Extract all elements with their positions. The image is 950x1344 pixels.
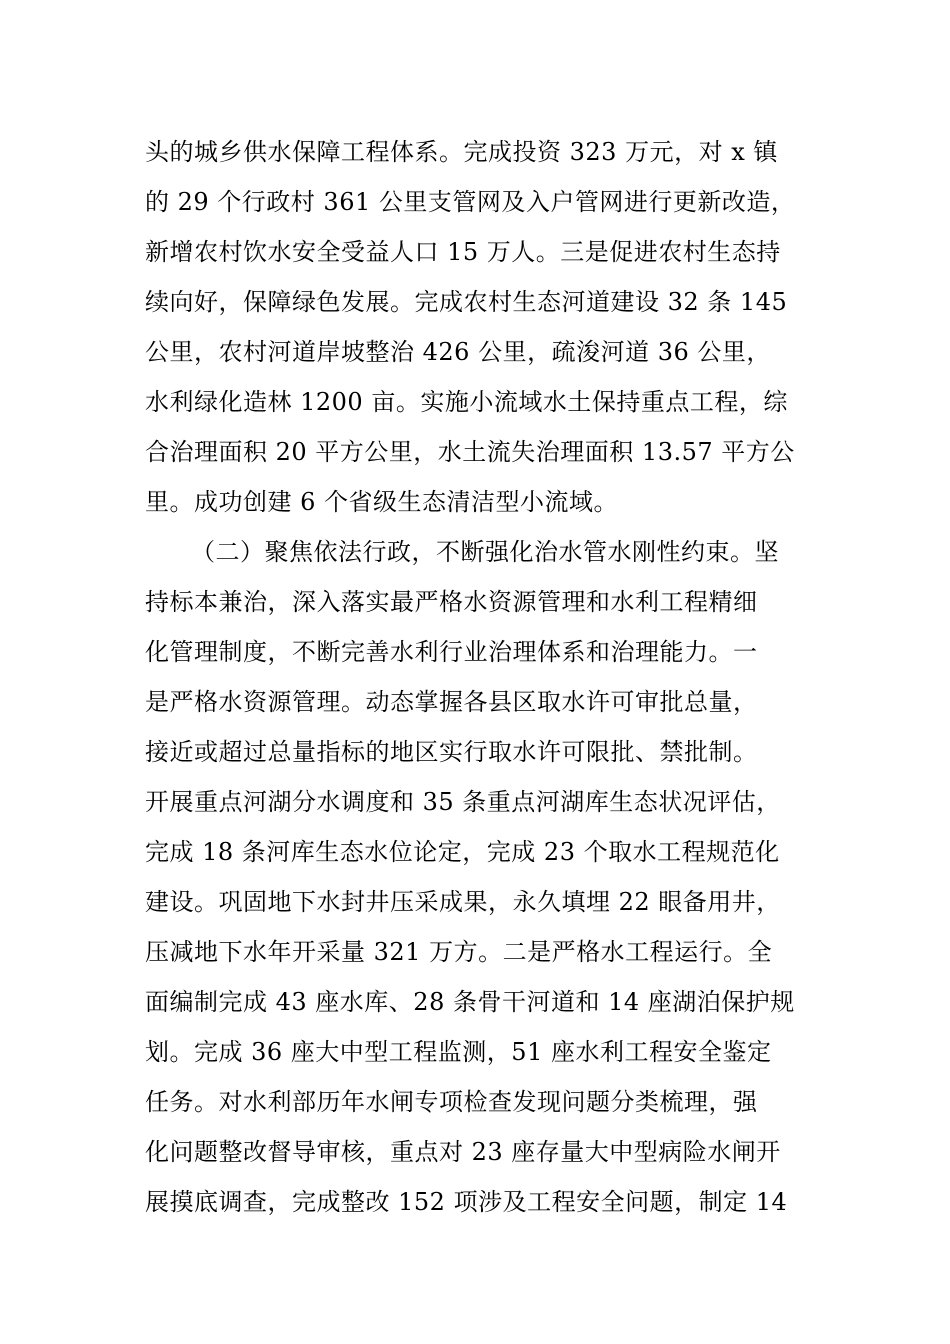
text-line: 化管理制度，不断完善水利行业治理体系和治理能力。一 — [145, 638, 758, 666]
text-line: 新增农村饮水安全受益人口 15 万人。三是促进农村生态持 — [145, 238, 781, 266]
text-line: 化问题整改督导审核，重点对 23 座存量大中型病险水闸开 — [145, 1138, 781, 1166]
text-line: 合治理面积 20 平方公里，水土流失治理面积 13.57 平方公 — [145, 438, 795, 466]
text-line: 是严格水资源管理。动态掌握各县区取水许可审批总量， — [145, 688, 758, 716]
text-line: 头的城乡供水保障工程体系。完成投资 323 万元，对 x 镇 — [145, 138, 778, 166]
text-line: 公里，农村河道岸坡整治 426 公里，疏浚河道 36 公里， — [145, 338, 771, 366]
text-line: 展摸底调查，完成整改 152 项涉及工程安全问题，制定 14 — [145, 1188, 788, 1216]
text-line: 持标本兼治，深入落实最严格水资源管理和水利工程精细 — [145, 588, 758, 616]
text-line: 接近或超过总量指标的地区实行取水许可限批、禁批制。 — [145, 738, 758, 766]
text-line: 建设。巩固地下水封井压采成果，永久填埋 22 眼备用井， — [145, 888, 781, 916]
text-line: 划。完成 36 座大中型工程监测，51 座水利工程安全鉴定 — [145, 1038, 772, 1066]
text-line: 开展重点河湖分水调度和 35 条重点河湖库生态状况评估， — [145, 788, 781, 816]
text-line: 水利绿化造林 1200 亩。实施小流域水土保持重点工程，综 — [145, 388, 788, 416]
section-heading-line: （二）聚焦依法行政，不断强化治水管水刚性约束。坚 — [191, 538, 779, 566]
text-line: 完成 18 条河库生态水位论定，完成 23 个取水工程规范化 — [145, 838, 780, 866]
text-line: 压减地下水年开采量 321 万方。二是严格水工程运行。全 — [145, 938, 773, 966]
text-line: 里。成功创建 6 个省级生态清洁型小流域。 — [145, 488, 619, 516]
text-line: 任务。对水利部历年水闸专项检查发现问题分类梳理，强 — [145, 1088, 758, 1116]
text-line: 面编制完成 43 座水库、28 条骨干河道和 14 座湖泊保护规 — [145, 988, 795, 1016]
text-line: 的 29 个行政村 361 公里支管网及入户管网进行更新改造， — [145, 188, 796, 216]
text-line: 续向好，保障绿色发展。完成农村生态河道建设 32 条 145 — [145, 288, 788, 316]
